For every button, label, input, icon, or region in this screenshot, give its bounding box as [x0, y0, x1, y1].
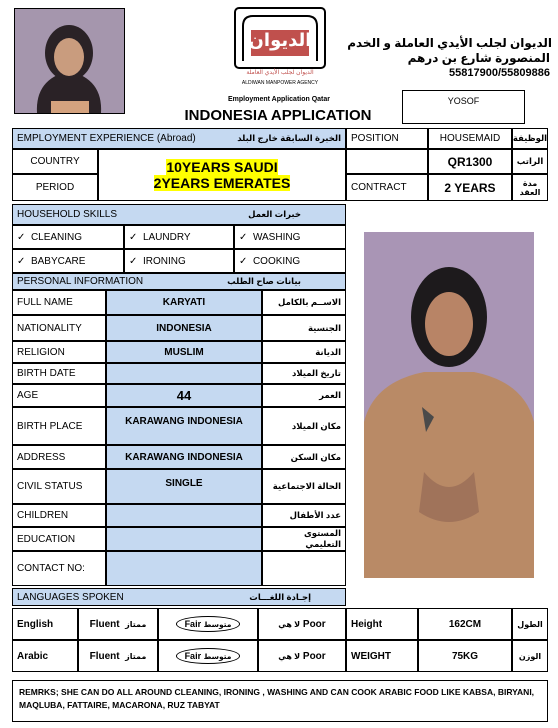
fluent-label: Fluent	[89, 650, 120, 662]
metric-value: 75KG	[451, 650, 479, 662]
fair-label-ar: متوسط	[203, 620, 232, 629]
personal-field-label-ar	[262, 363, 346, 384]
fair-label: Fair	[184, 619, 202, 629]
period-label: PERIOD	[35, 182, 75, 193]
contract-label: CONTRACT	[351, 182, 407, 193]
position-value-cell	[428, 128, 512, 149]
languages-label: LANGUAGES SPOKEN	[17, 591, 124, 603]
field-value-text: MUSLIM	[164, 346, 204, 358]
personal-field-label	[12, 290, 106, 315]
field-label-text: FULL NAME	[17, 297, 73, 308]
metric-label-ar-cell	[512, 608, 548, 640]
portrait-photo	[14, 8, 125, 114]
language-name: English	[17, 618, 54, 630]
skill-label: COOKING	[252, 255, 301, 267]
personal-field-label-ar	[262, 384, 346, 407]
personal-field-value	[106, 504, 262, 527]
experience-line-2: 2YEARS EMERATES	[153, 175, 291, 191]
salary-ar-cell	[512, 149, 548, 174]
experience-label-row	[12, 128, 346, 149]
skills-label-ar: خبرات العمل	[248, 209, 301, 219]
contract-value: 2 YEARS	[444, 180, 496, 195]
personal-field-label-ar	[262, 341, 346, 363]
field-label-ar-text: تاريخ الميلاد	[291, 368, 341, 378]
metric-value-cell	[418, 640, 512, 672]
metric-value: 162CM	[448, 618, 482, 630]
field-label-text: CIVIL STATUS	[17, 481, 83, 492]
country-label: COUNTRY	[30, 156, 80, 167]
field-label-text: BIRTH PLACE	[17, 420, 83, 432]
personal-field-label-ar	[262, 445, 346, 469]
fair-selected-ring[interactable]	[176, 616, 241, 632]
contract-value-cell	[428, 174, 512, 201]
language-poor-cell	[258, 608, 346, 640]
personal-field-value	[106, 407, 262, 445]
metric-label-ar-cell	[512, 640, 548, 672]
field-label-text: CONTACT NO:	[17, 563, 85, 574]
poor-label: Poor	[302, 650, 326, 662]
language-fair-cell	[158, 640, 258, 672]
language-name: Arabic	[17, 650, 49, 662]
personal-field-label	[12, 469, 106, 504]
field-label-text: RELIGION	[17, 346, 65, 358]
metric-label-ar: الطول	[517, 619, 543, 629]
field-label-ar-text: مكان السكن	[290, 451, 341, 462]
personal-label: PERSONAL INFORMATION	[17, 276, 144, 287]
language-poor-cell	[258, 640, 346, 672]
skill-cooking[interactable]: ✓ COOKING	[234, 249, 346, 273]
fluent-label-ar: ممتاز	[125, 619, 147, 629]
skill-cleaning[interactable]: ✓ CLEANING	[12, 225, 124, 249]
metric-label: WEIGHT	[351, 650, 391, 662]
personal-field-label-ar	[262, 551, 346, 586]
form-small-title: Employment Application Qatar	[227, 96, 331, 103]
salary-value: QR1300	[447, 154, 493, 169]
position-value: HOUSEMAID	[439, 133, 501, 144]
field-label-text: EDUCATION	[17, 533, 76, 545]
field-label-text: BIRTH DATE	[17, 368, 76, 379]
field-label-ar-text: العمر	[319, 390, 341, 400]
fluent-label-ar: ممتاز	[125, 651, 147, 661]
skill-babycare[interactable]: ✓ BABYCARE	[12, 249, 124, 273]
poor-label-ar: لا هي	[278, 651, 301, 661]
field-value-text: KARAWANG INDONESIA	[125, 451, 243, 463]
position-ar-cell	[512, 128, 548, 149]
field-label-text: AGE	[17, 390, 39, 401]
logo-subtitle-arabic: الديوان لجلب الأيدي العاملة	[246, 70, 314, 76]
skill-label: WASHING	[252, 231, 301, 243]
skill-label: CLEANING	[30, 231, 83, 243]
agency-logo	[233, 6, 327, 92]
personal-field-value	[106, 445, 262, 469]
skill-laundry[interactable]: ✓ LAUNDRY	[124, 225, 234, 249]
personal-field-label	[12, 315, 106, 341]
experience-label-ar: الخبرة السابقة خارج البلد	[237, 133, 341, 143]
personal-field-value	[106, 469, 262, 504]
field-value-text: KARAWANG INDONESIA	[125, 416, 243, 427]
fair-selected-ring[interactable]	[176, 648, 241, 664]
remarks-box	[12, 680, 548, 722]
personal-field-label	[12, 363, 106, 384]
skills-label: HOUSEHOLD SKILLS	[17, 209, 118, 220]
salary-value-cell	[428, 149, 512, 174]
ref-name-box	[402, 90, 525, 124]
skills-label-row	[12, 204, 346, 225]
personal-field-value	[106, 527, 262, 551]
field-label-ar-text: المستوى التعليمي	[303, 528, 341, 549]
position-ar: الوظيفة	[512, 133, 548, 143]
field-label-text: CHILDREN	[17, 510, 69, 521]
field-label-ar-text: الديانة	[315, 346, 341, 357]
metric-label-ar: الوزن	[518, 651, 542, 661]
personal-field-value	[106, 551, 262, 586]
personal-field-label-ar	[262, 527, 346, 551]
poor-label: Poor	[302, 618, 326, 630]
personal-field-label	[12, 445, 106, 469]
logo-subtitle-english: ALDIWAN MANPOWER AGENCY	[241, 80, 319, 86]
personal-field-label-ar	[262, 407, 346, 445]
agency-arabic-address: المنصورة شارع بن درهم	[407, 51, 550, 65]
country-label-cell	[12, 149, 98, 174]
metric-label-cell	[346, 640, 418, 672]
field-label-ar-text: الحالة الاجتماعية	[272, 481, 341, 491]
logo-arabic-text: الديوان	[248, 30, 312, 51]
fair-label-ar: متوسط	[203, 652, 232, 661]
form-main-title: INDONESIA APPLICATION	[184, 107, 372, 124]
field-value-text: KARYATI	[162, 297, 206, 308]
period-label-cell	[12, 174, 98, 201]
personal-field-label	[12, 341, 106, 363]
fair-label: Fair	[184, 651, 202, 661]
field-value-text: SINGLE	[165, 478, 203, 489]
personal-field-label-ar	[262, 469, 346, 504]
position-label: POSITION	[351, 133, 399, 144]
personal-field-value	[106, 384, 262, 407]
personal-label-ar: بيانات صاح الطلب	[227, 276, 301, 286]
field-label-text: ADDRESS	[17, 451, 66, 463]
poor-label-ar: لا هي	[278, 619, 301, 629]
personal-field-label	[12, 407, 106, 445]
full-body-image	[364, 232, 534, 578]
field-value-text: INDONESIA	[156, 322, 212, 334]
salary-blank-cell	[346, 149, 428, 174]
experience-label: EMPLOYMENT EXPERIENCE (Abroad)	[17, 133, 196, 144]
languages-label-row	[12, 588, 346, 606]
personal-field-label	[12, 551, 106, 586]
skill-label: IRONING	[142, 255, 186, 267]
experience-line-1: 10YEARS SAUDI	[166, 159, 278, 175]
personal-field-label	[12, 504, 106, 527]
personal-field-value	[106, 315, 262, 341]
skill-label: LAUNDRY	[142, 231, 191, 243]
language-fluent-cell	[78, 608, 158, 640]
agency-phones: 55817900/55809886	[449, 67, 550, 79]
personal-label-row	[12, 273, 346, 290]
personal-field-label-ar	[262, 290, 346, 315]
language-name-cell	[12, 640, 78, 672]
languages-label-ar: إجـادة اللغـــات	[249, 591, 311, 602]
contract-ar: مدة العقد	[519, 178, 541, 197]
language-name-cell	[12, 608, 78, 640]
personal-field-value	[106, 341, 262, 363]
contract-label-cell	[346, 174, 428, 201]
personal-field-label	[12, 384, 106, 407]
language-fair-cell	[158, 608, 258, 640]
personal-field-label-ar	[262, 504, 346, 527]
field-label-ar-text: الجنسية	[308, 322, 341, 333]
experience-value-cell	[98, 149, 346, 201]
metric-value-cell	[418, 608, 512, 640]
personal-field-label	[12, 527, 106, 551]
field-label-ar-text: عدد الأطفال	[289, 510, 341, 520]
personal-field-value	[106, 290, 262, 315]
contract-ar-cell	[512, 174, 548, 201]
metric-label: Height	[351, 618, 383, 630]
language-fluent-cell	[78, 640, 158, 672]
fluent-label: Fluent	[89, 618, 120, 630]
ref-name: YOSOF	[447, 96, 480, 106]
full-body-photo	[364, 232, 534, 578]
skill-ironing[interactable]: ✓ IRONING	[124, 249, 234, 273]
skill-washing[interactable]: ✓ WASHING	[234, 225, 346, 249]
field-value-text: 44	[176, 388, 192, 403]
metric-label-cell	[346, 608, 418, 640]
remarks-text: REMRKS; SHE CAN DO ALL AROUND CLEANING, IRONING , WASHING AND CAN COOK ARABIC FOOD LIKE KABSA, BIRYANI, MAQLUBA, FATTAIRE, MACARONA, RUZ TABYAT	[19, 687, 535, 710]
field-label-ar-text: مكان الميلاد	[291, 420, 341, 431]
position-label-cell	[346, 128, 428, 149]
personal-field-value	[106, 363, 262, 384]
portrait-image	[15, 9, 124, 113]
skill-label: BABYCARE	[30, 255, 86, 267]
agency-arabic-name: الديوان لجلب الأيدي العاملة و الخدم	[347, 36, 552, 50]
personal-field-label-ar	[262, 315, 346, 341]
field-label-ar-text: الاســم بالكامل	[278, 297, 341, 307]
field-label-text: NATIONALITY	[17, 322, 82, 334]
salary-ar: الراتب	[516, 156, 544, 166]
